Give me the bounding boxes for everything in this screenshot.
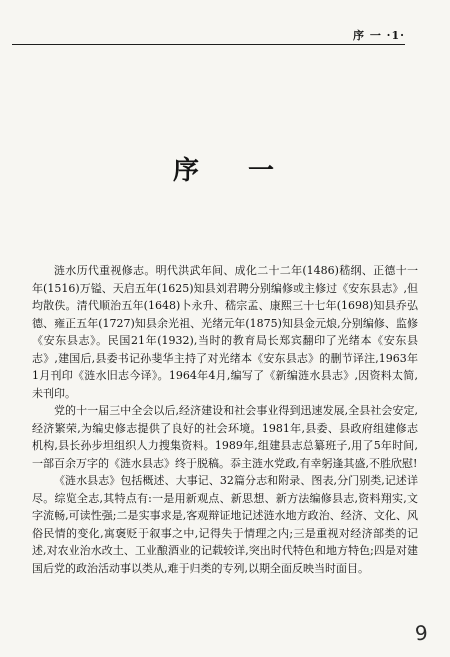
paragraph-compilation: 党的十一届三中全会以后,经济建设和社会事业得到迅速发展,全县社会安定,经济繁荣,为编史修志提供了良好的社会环境。1981年,县委、县政府组建修志机构,县长孙步坦组织人力搜集资料。1989年,组建县志总纂班子,用了5年时间,一部百余万字的《涟水县志》终于脱稿。忝主涟水党政,有幸躬逢其盛,不胜欣慰! bbox=[32, 404, 418, 470]
chapter-title-char-2: 一 bbox=[248, 156, 278, 186]
paragraph-history: 涟水历代重视修志。明代洪武年间、成化二十二年(1486)嵇纲、正德十一年(1516)万镒、天启五年(1625)知县刘君聘分别编修或主修过《安东县志》,但均散佚。清代顺治五年(1648)卜永升、嵇宗孟、康熙三十七年(1698)知县乔弘德、雍正五年(1727)知县余光祖、光绪元年(1875)知县金元烺,分别编修、监修《安东县志》。民国21年(1932),当时的教育局长郑宾翻印了光绪本《安东县志》,建国后,县委书记孙斐华主持了对光绪本《安东县志》的删节译注,1963年1月刊印《涟水旧志今译》。1964年4月,编写了《新编涟水县志》,因资料太简,未刊印。 bbox=[32, 264, 418, 400]
header-rule bbox=[12, 44, 405, 45]
handwritten-page-number: 9 bbox=[414, 620, 429, 646]
running-head: 序 一 ·1· bbox=[353, 29, 405, 42]
chapter-title-char-1: 序 bbox=[172, 156, 202, 186]
paragraph-features: 《涟水县志》包括概述、大事记、32篇分志和附录、图表,分门别类,记述详尽。综览全志,其特点有:一是用新观点、新思想、新方法编修县志,资料翔实,文字流畅,可读性强;二是实事求是,客观辩证地记述涟水地方政治、经济、文化、风俗民情的变化,寓褒贬于叙事之中,记得失于情理之内;三是重视对经济部类的记述,对农业治水改土、工业酿酒业的记载较详,突出时代特色和地方特色;四是对建国后党的政治活动事以类从,难于归类的专列,以期全面反映当时面目。 bbox=[32, 474, 418, 575]
body-text bbox=[32, 262, 418, 577]
chapter-title bbox=[0, 150, 450, 187]
